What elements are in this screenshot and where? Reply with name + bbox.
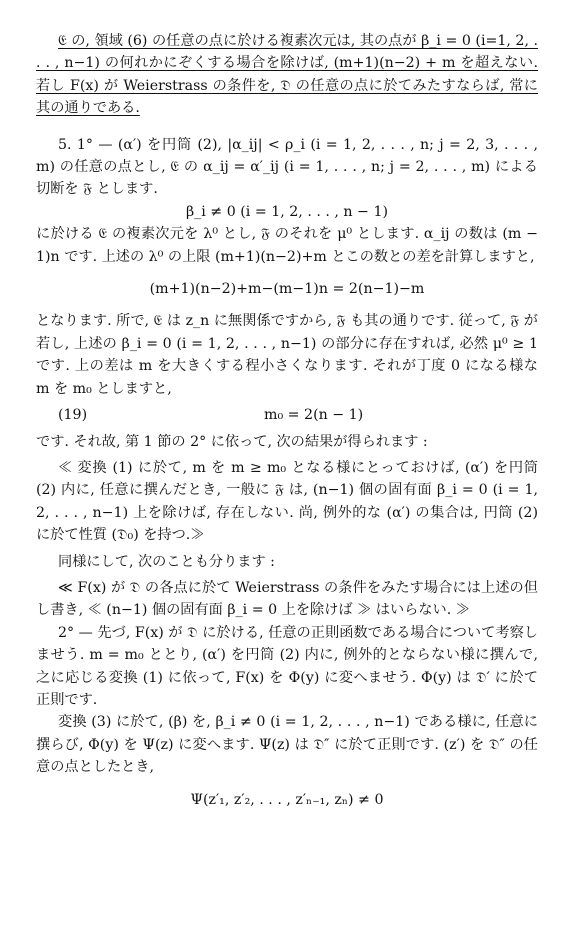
quoted-result-2: ≪ F(x) が 𝔇 の各点に於て Weierstrass の条件をみたす場合には上述の但し書き, ≪ (n−1) 個の固有面 β_i = 0 上を除けば ≫ はいらない. ≫	[36, 579, 538, 619]
section-5-paragraph: 5. 1° — (α′) を円筒 (2), |α_ij| < ρ_i (i = 1, 2, . . . , n; j = 2, 3, . . . , m) の任意の点とし, 𝔈 の α_ij = α′_ij (i = 1, . . . , n; j = 2, . . . , m) による切断を 𝔉 とします.	[36, 136, 538, 198]
equation-beta-nonzero: β_i ≠ 0 (i = 1, 2, . . . , n − 1)	[185, 203, 389, 220]
equation-psi-nonzero: Ψ(z′₁, z′₂, . . . , z′ₙ₋₁, zₙ) ≠ 0	[190, 791, 384, 808]
tokoro-paragraph: となります. 所で, 𝔈 は z_n に無関係ですから, 𝔉 も其の通りです. 従って, 𝔉 が若し, 上述の β_i = 0 (i = 1, 2, . . . , n−1) の部分に存在すれば, 必然 μ⁰ ≥ 1 です. 上の差は m を大きくする程小さくなります. それが丁度 0 になる様な m を m₀ としますと,	[36, 313, 538, 397]
equation-difference: (m+1)(n−2)+m−(m−1)n = 2(n−1)−m	[149, 281, 425, 298]
quoted-result-1: ≪ 変換 (1) に於て, m を m ≥ m₀ となる様にとっておけば, (α′) を円筒 (2) 内に, 任意に撰んだとき, 一般に 𝔉 は, (n−1) 個の固有面 β_i = 0 (i = 1, 2, . . . , n−1) 上を除けば, 存在しない. 尚, 例外的な (α′) の集合は, 円筒 (2) に於て性質 (𝔇₀) を持つ.≫	[36, 459, 538, 544]
equation-body: m₀ = 2(n − 1)	[264, 407, 364, 424]
intro-paragraph: 𝔈 の, 領域 (6) の任意の点に於ける複素次元は, 其の点が β_i = 0 (i=1, 2, . . . , n−1) の何れかにぞくする場合を除けば, (m+1)(n−2) + m を超えない. 若し F(x) が Weierstrass の条件を, 𝔇 の任意の点に於てみたすならば, 常に其の通りである.	[36, 33, 538, 117]
equation-number: (19)	[58, 407, 88, 424]
lambda-paragraph: に於ける 𝔈 の複素次元を λ⁰ とし, 𝔉 のそれを μ⁰ とします. α_ij の数は (m − 1)n です. 上述の λ⁰ の上限 (m+1)(n−2)+m とこの数との差を計算しますと,	[36, 226, 538, 265]
section-2-paragraph: 2° — 先づ, F(x) が 𝔇 に於ける, 任意の正則函数である場合について考察しませう. m = m₀ ととり, (α′) を円筒 (2) 内に, 例外的とならない様に撰んで, 之に応じる変換 (1) に依って, F(x) を Φ(y) に変へませう. Φ(y) は 𝔇′ に於て正則です.	[36, 624, 538, 708]
equation-19	[36, 404, 538, 426]
result-intro-paragraph: です. それ故, 第 1 節の 2° に依って, 次の結果が得られます :	[36, 433, 428, 450]
similarly-paragraph: 同様にして, 次のことも分ります :	[58, 553, 275, 570]
transformation-3-paragraph: 変換 (3) に於て, (β) を, β_i ≠ 0 (i = 1, 2, . . . , n−1) である様に, 任意に撰らび, Φ(y) を Ψ(z) に変へます. Ψ(z) は 𝔇″ に於て正則です. (z′) を 𝔇″ の任意の点としたとき,	[36, 714, 538, 776]
